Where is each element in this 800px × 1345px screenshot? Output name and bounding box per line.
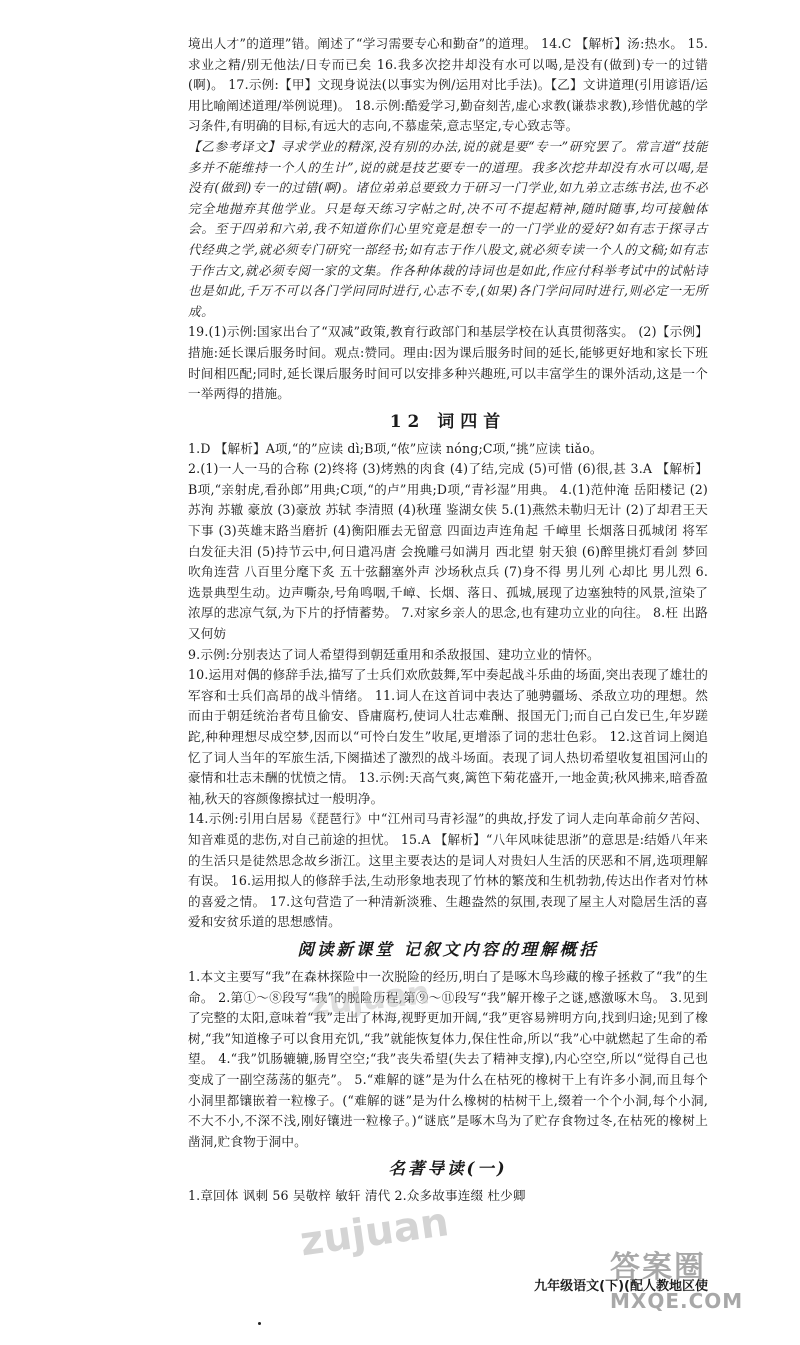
page-dot [258,1322,261,1325]
answer-paragraph: 9.示例:分别表达了词人希望得到朝廷重用和杀敌报国、建功立业的情怀。 [188,646,600,662]
answer-paragraph: 1.章回体 讽刺 56 吴敬梓 敏轩 清代 2.众多故事连缀 杜少卿 [188,1188,526,1204]
watermark-url: MXQE.COM [610,1289,744,1313]
answer-paragraph: 14.示例:引用白居易《琵琶行》中“江州司马青衫湿”的典故,抒发了词人走向革命前夕苦闷、知音难觅的悲伤,对自己前途的担忧。 15.A 【解析】“八年风味徒思浙”的意思是:结婚八年来的生活只是徒然思念故乡浙江。这里主要表达的是词人对贵妇人生活的厌恶和不屑,选项理解有误。 16.运用拟人的修辞手法,生动形象地表现了竹林的繁茂和生机勃勃,传达出作者对竹林的喜爱之情。 17.这句营造了一种清新淡雅、生趣盎然的氛围,表现了屋主人对隐居生活的喜爱和安贫乐道的思想感情。 [188,811,708,930]
answer-paragraph: 10.运用对偶的修辞手法,描写了士兵们欢欣鼓舞,军中奏起战斗乐曲的场面,突出表现了雄壮的军容和士兵们高昂的战斗情绪。 11.词人在这首词中表达了驰骋疆场、杀敌立功的理想。然而由于朝廷统治者苟且偷安、昏庸腐朽,使词人壮志难酬、报国无门;而自己白发已生,年岁蹉跎,种种理想尽成空梦,因而以“可怜白发生”收尾,更增添了词的悲壮色彩。 12.这首词上阕追忆了词人当年的军旅生活,下阕描述了激烈的战斗场面。表现了词人热切希望收复祖国河山的豪情和壮志未酬的忧愤之情。 13.示例:天高气爽,篱笆下菊花盛开,一地金黄;秋风拂来,暗香盈袖,秋天的容颜像擦拭过一般明净。 [188,667,708,806]
answer-paragraph: 1.本文主要写“我”在森林探险中一次脱险的经历,明白了是啄木鸟珍藏的橡子拯救了“我”的生命。 2.第①～⑧段写“我”的脱险历程,第⑨～⑪段写“我”解开橡子之谜,感激啄木鸟。 3.见到了完整的太阳,意味着“我”走出了林海,视野更加开阔,“我”更容易辨明方向,找到归途;见到了橡树,“我”知道橡子可以食用充饥,“我”就能恢复体力,保住性命,所以“我”心中就燃起了生命的希望。 4.“我”饥肠辘辘,肠胃空空;“我”丧失希望(失去了精神支撑),内心空空,所以“觉得自己也变成了一副空荡荡的躯壳”。 5.“难解的谜”是为什么在枯死的橡树干上有许多小洞,而且每个小洞里都镶嵌着一粒橡子。(“难解的谜”是为什么橡树的枯树干上,缀着一个个小洞,每个小洞,不大不小,不深不浅,刚好镶进一粒橡子。)“谜底”是啄木鸟为了贮存食物过冬,在枯死的橡树上凿洞,贮食物于洞中。 [188,968,708,1149]
answer-paragraph-top: 境出人才”的道理”错。阐述了“学习需要专心和勤奋”的道理。 14.C 【解析】汤:热水。 15.求业之精/别无他法/日专而已矣 16.我多次挖井却没有水可以喝,是没有(做到)专一的过错(啊)。 17.示例:【甲】文现身说法(以事实为例/运用对比手法)。【乙】文讲道理(引用谚语/运用比喻阐述道理/举例说理)。 18.示例:酷爱学习,勤奋刻苦,虚心求教(谦恭求教),珍惜优越的学习条件,有明确的目标,有远大的志向,不慕虚荣,意志坚定,专心致志等。 [188,36,708,134]
watermark-mid: zujuan [297,1199,452,1266]
answer-paragraph-19: 19.(1)示例:国家出台了“双减”政策,教育行政部门和基层学校在认真贯彻落实。 (2)【示例】措施:延长课后服务时间。观点:赞同。理由:因为课后服务时间的延长,能够更好地和家长下班时间相匹配;同时,延长课后服务时间可以安排多种兴趣班,可以丰富学生的课外活动,这是一个一举两得的措施。 [188,324,708,402]
section-title-12: 12 词四首 [389,411,507,432]
watermark-title: 答案圈 [610,1250,706,1285]
section-title-classic: 名著导读(一) [388,1159,508,1179]
watermark-mid-upper: zujuan [308,973,432,1024]
page-footer: 九年级语文(下)(配人教地区使 [534,1279,708,1294]
translation-paragraph: 【乙参考译文】寻求学业的精深,没有别的办法,说的就是要“专一”研究罢了。常言道“技能多并不能维持一个人的生计”,说的就是技艺要专一的道理。我多次挖井却没有水可以喝,是没有(做到)专一的过错(啊)。诸位弟弟总要致力于研习一门学业,如九弟立志练书法,也不必完全地抛弃其他学业。只是每天练习字帖之时,决不可不提起精神,随时随事,均可接触体会。至于四弟和六弟,我不知道你们心里究竟是想专一的一门学业的爱好?如有志于探寻古代经典之学,就必须专门研究一部经书;如有志于作八股文,就必须专读一个人的文稿;如有志于作古文,就必须专阅一家的文集。作各种体裁的诗词也是如此,作应付科举考试中的试帖诗也是如此,千万不可以各门学问同时进行,心志不专,(如果)各门学问同时进行,则必定一无所成。 [188,138,708,319]
answer-paragraph: 2.(1)一人一马的合称 (2)终将 (3)烤熟的肉食 (4)了结,完成 (5)可惜 (6)很,甚 3.A 【解析】B项,“亲射虎,看孙郎”用典;C项,“的卢”用典;D项,“青衫湿”用典。 4.(1)范仲淹 岳阳楼记 (2)苏洵 苏辙 豪放 (3)豪放 苏轼 李清照 (4)秋瑾 鉴湖女侠 5.(1)燕然未勒归无计 (2)了却君王天下事 (3)英雄末路当磨折 (4)衡阳雁去无留意 四面边声连角起 千嶂里 长烟落日孤城闭 将军白发征夫泪 (5)持节云中,何日遣冯唐 会挽雕弓如满月 西北望 射天狼 (6)醉里挑灯看剑 梦回吹角连营 八百里分麾下炙 五十弦翻塞外声 沙场秋点兵 (7)身不得 男儿列 心却比 男儿烈 6.选景典型生动。边声嘶杂,号角鸣咽,千嶂、长烟、落日、孤城,展现了边塞独特的风景,渲染了浓厚的悲凉气氛,为下片的抒情蓄势。 7.对家乡亲人的思念,也有建功立业的向往。 8.枉 出路 又何妨 [188,461,708,642]
section-title-reading: 阅读新课堂 记叙文内容的理解概括 [297,939,599,959]
answer-paragraph: 1.D 【解析】A项,“的”应读 dì;B项,“侬”应读 nóng;C项,“挑”应读 tiǎo。 [188,440,603,456]
watermark-logo [610,1248,780,1338]
answer-page [188,34,708,1207]
